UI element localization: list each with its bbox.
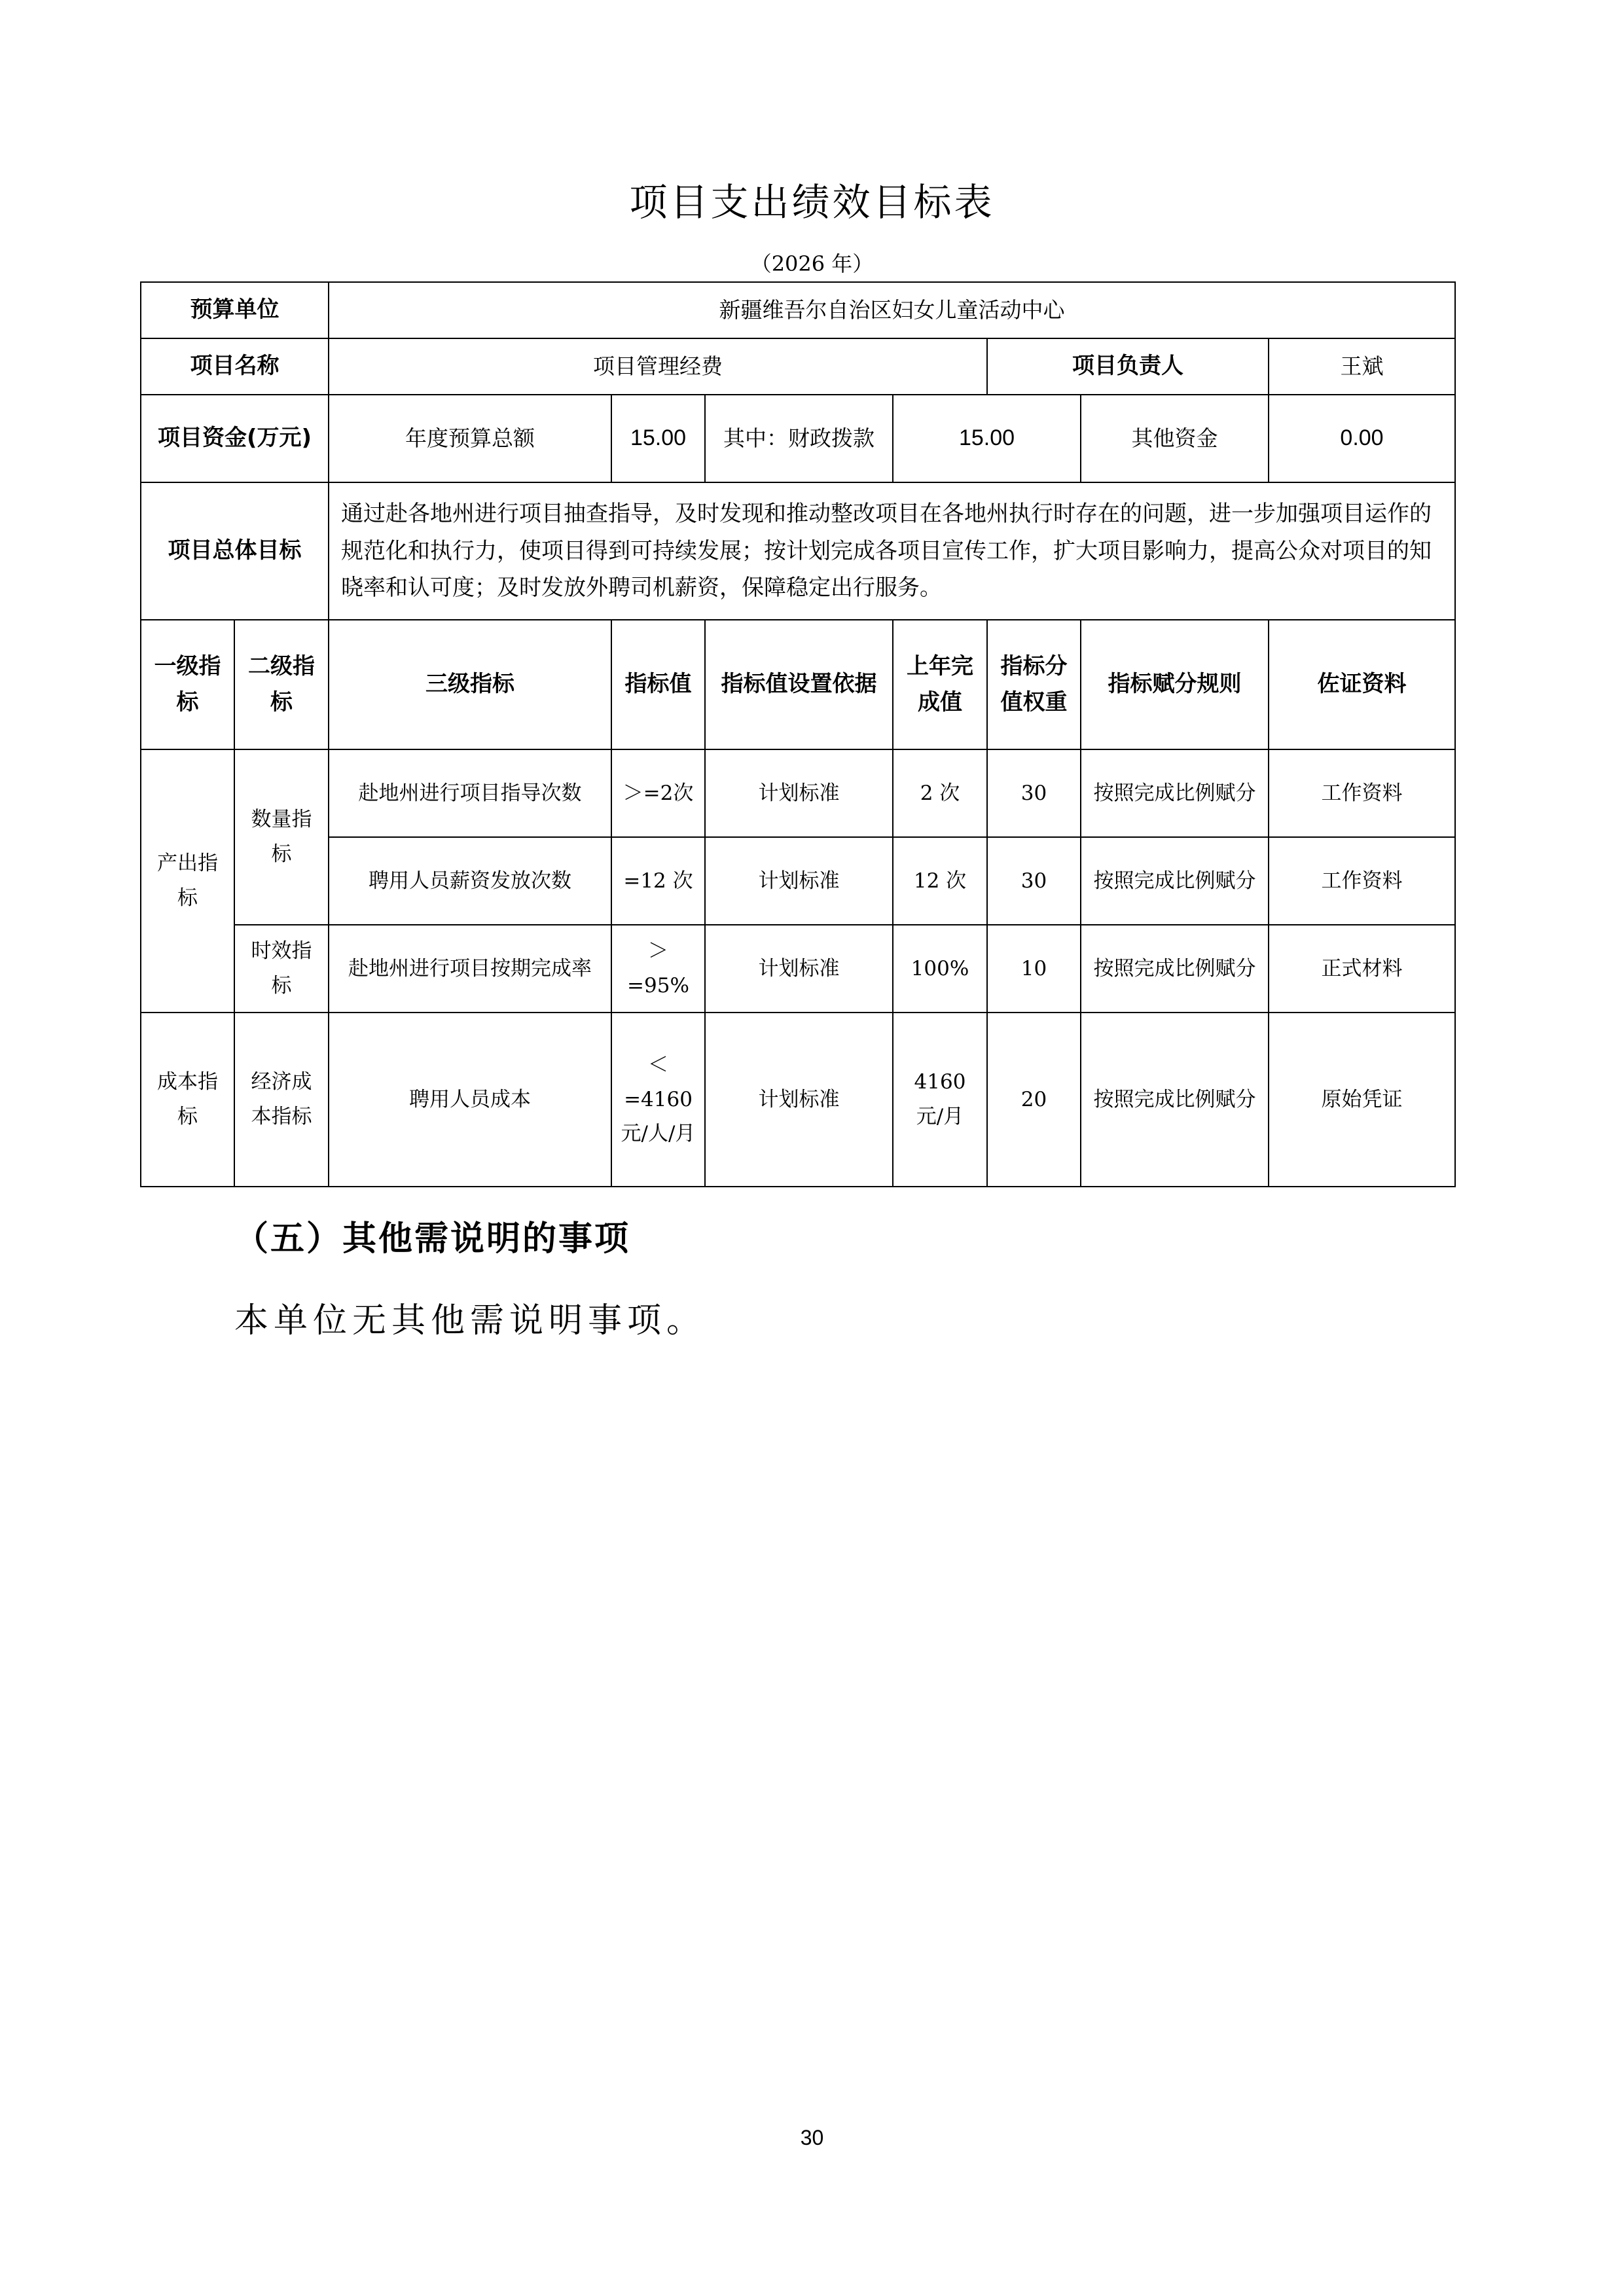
indicator-row <box>141 925 1455 1013</box>
header-cell: 上年完成值 <box>893 620 987 749</box>
level2-indicator: 时效指标 <box>234 925 329 1013</box>
indicator-value: ＞=2次 <box>611 749 705 837</box>
indicator-basis: 计划标准 <box>705 1013 893 1187</box>
indicator-weight: 30 <box>987 837 1081 925</box>
evidence: 原始凭证 <box>1269 1013 1455 1187</box>
indicator-value: ＜=4160元/人/月 <box>611 1013 705 1187</box>
last-year-value: 100% <box>893 925 987 1013</box>
project-funds-label: 项目资金(万元) <box>141 395 329 482</box>
budget-unit-row <box>141 282 1455 338</box>
section-text: 本单位无其他需说明事项。 <box>234 1301 706 1340</box>
level1-indicator: 产出指标 <box>141 749 234 1013</box>
indicator-header-row <box>141 620 1455 749</box>
project-name-row <box>141 338 1455 395</box>
budget-unit-value: 新疆维吾尔自治区妇女儿童活动中心 <box>329 282 1455 338</box>
indicator-row <box>141 749 1455 837</box>
level1-indicator: 成本指标 <box>141 1013 234 1187</box>
header-cell: 三级指标 <box>329 620 611 749</box>
year-subtitle: （2026 年） <box>750 251 874 276</box>
evidence: 正式材料 <box>1269 925 1455 1013</box>
page-title: 项目支出绩效目标表 <box>629 180 995 224</box>
level3-indicator: 聘用人员薪资发放次数 <box>329 837 611 925</box>
header-cell: 指标赋分规则 <box>1081 620 1269 749</box>
project-goal-row <box>141 482 1455 620</box>
indicator-weight: 30 <box>987 749 1081 837</box>
indicator-row <box>141 1013 1455 1187</box>
project-leader-label: 项目负责人 <box>987 338 1269 395</box>
last-year-value: 2 次 <box>893 749 987 837</box>
project-funds-row <box>141 395 1455 482</box>
other-funds-label: 其他资金 <box>1081 395 1269 482</box>
indicator-weight: 10 <box>987 925 1081 1013</box>
header-cell: 指标分值权重 <box>987 620 1081 749</box>
indicator-basis: 计划标准 <box>705 749 893 837</box>
project-goal-label: 项目总体目标 <box>141 482 329 620</box>
indicator-row <box>141 837 1455 925</box>
fiscal-funds-value: 15.00 <box>893 395 1081 482</box>
level2-indicator: 数量指标 <box>234 749 329 925</box>
performance-target-table <box>140 281 1456 1187</box>
header-cell: 指标值 <box>611 620 705 749</box>
indicator-basis: 计划标准 <box>705 925 893 1013</box>
other-funds-value: 0.00 <box>1269 395 1455 482</box>
scoring-rule: 按照完成比例赋分 <box>1081 749 1269 837</box>
annual-budget-value: 15.00 <box>611 395 705 482</box>
header-cell: 指标值设置依据 <box>705 620 893 749</box>
section-heading: （五）其他需说明的事项 <box>234 1219 631 1259</box>
level3-indicator: 赴地州进行项目指导次数 <box>329 749 611 837</box>
project-goal-text: 通过赴各地州进行项目抽查指导，及时发现和推动整改项目在各地州执行时存在的问题，进一步加强项目运作的规范化和执行力，使项目得到可持续发展；按计划完成各项目宣传工作，扩大项目影响力，提高公众对项目的知晓率和认可度；及时发放外聘司机薪资，保障稳定出行服务。 <box>329 482 1455 620</box>
scoring-rule: 按照完成比例赋分 <box>1081 837 1269 925</box>
page-number: 30 <box>800 2126 824 2149</box>
project-name-label: 项目名称 <box>141 338 329 395</box>
project-leader-value: 王斌 <box>1269 338 1455 395</box>
scoring-rule: 按照完成比例赋分 <box>1081 925 1269 1013</box>
budget-unit-label: 预算单位 <box>141 282 329 338</box>
last-year-value: 12 次 <box>893 837 987 925</box>
indicator-basis: 计划标准 <box>705 837 893 925</box>
project-name-value: 项目管理经费 <box>329 338 987 395</box>
level3-indicator: 赴地州进行项目按期完成率 <box>329 925 611 1013</box>
indicator-weight: 20 <box>987 1013 1081 1187</box>
level3-indicator: 聘用人员成本 <box>329 1013 611 1187</box>
fiscal-funds-label: 其中：财政拨款 <box>705 395 893 482</box>
last-year-value: 4160元/月 <box>893 1013 987 1187</box>
header-cell: 二级指标 <box>234 620 329 749</box>
evidence: 工作资料 <box>1269 749 1455 837</box>
indicator-value: ＞=95% <box>611 925 705 1013</box>
scoring-rule: 按照完成比例赋分 <box>1081 1013 1269 1187</box>
level2-indicator: 经济成本指标 <box>234 1013 329 1187</box>
indicator-value: =12 次 <box>611 837 705 925</box>
header-cell: 一级指标 <box>141 620 234 749</box>
annual-budget-label: 年度预算总额 <box>329 395 611 482</box>
evidence: 工作资料 <box>1269 837 1455 925</box>
header-cell: 佐证资料 <box>1269 620 1455 749</box>
